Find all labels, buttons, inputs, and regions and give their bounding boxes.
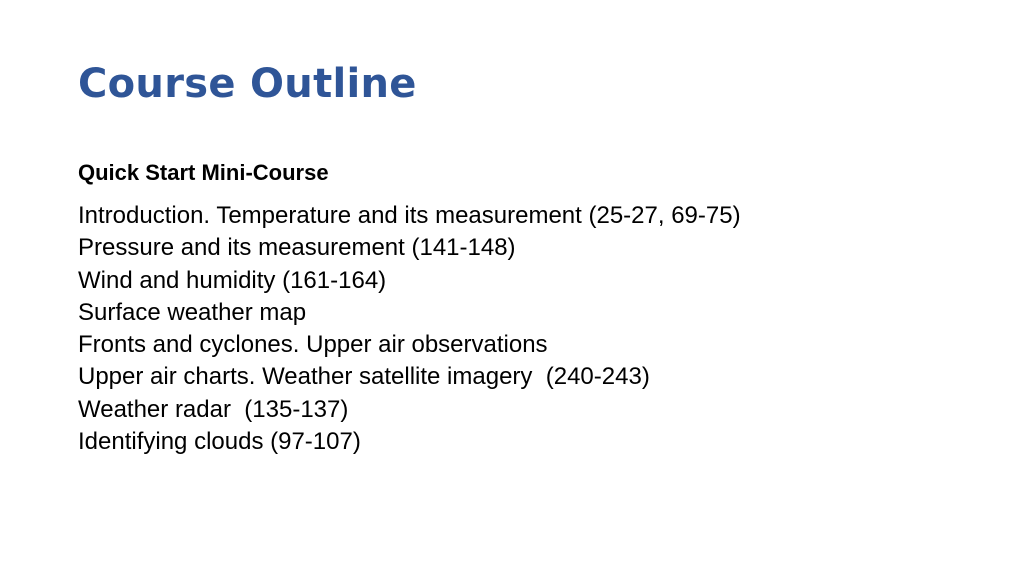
outline-list [78, 200, 741, 458]
outline-item-identifying-clouds: Identifying clouds (97-107) [78, 428, 361, 456]
section-heading: Quick Start Mini-Course [78, 160, 329, 185]
outline-item-surface-map: Surface weather map [78, 298, 307, 326]
outline-item-weather-radar: Weather radar (135-137) [78, 395, 349, 423]
slide-title: Course Outline [78, 61, 417, 107]
outline-item-pressure: Pressure and its measurement (141-148) [78, 234, 516, 262]
outline-item-wind-humidity: Wind and humidity (161-164) [78, 266, 387, 294]
outline-item-upper-air-charts: Upper air charts. Weather satellite imagery (240-243) [78, 363, 650, 391]
outline-item-fronts-cyclones: Fronts and cyclones. Upper air observations [78, 331, 548, 359]
outline-item-introduction: Introduction. Temperature and its measurement (25-27, 69-75) [78, 202, 741, 229]
